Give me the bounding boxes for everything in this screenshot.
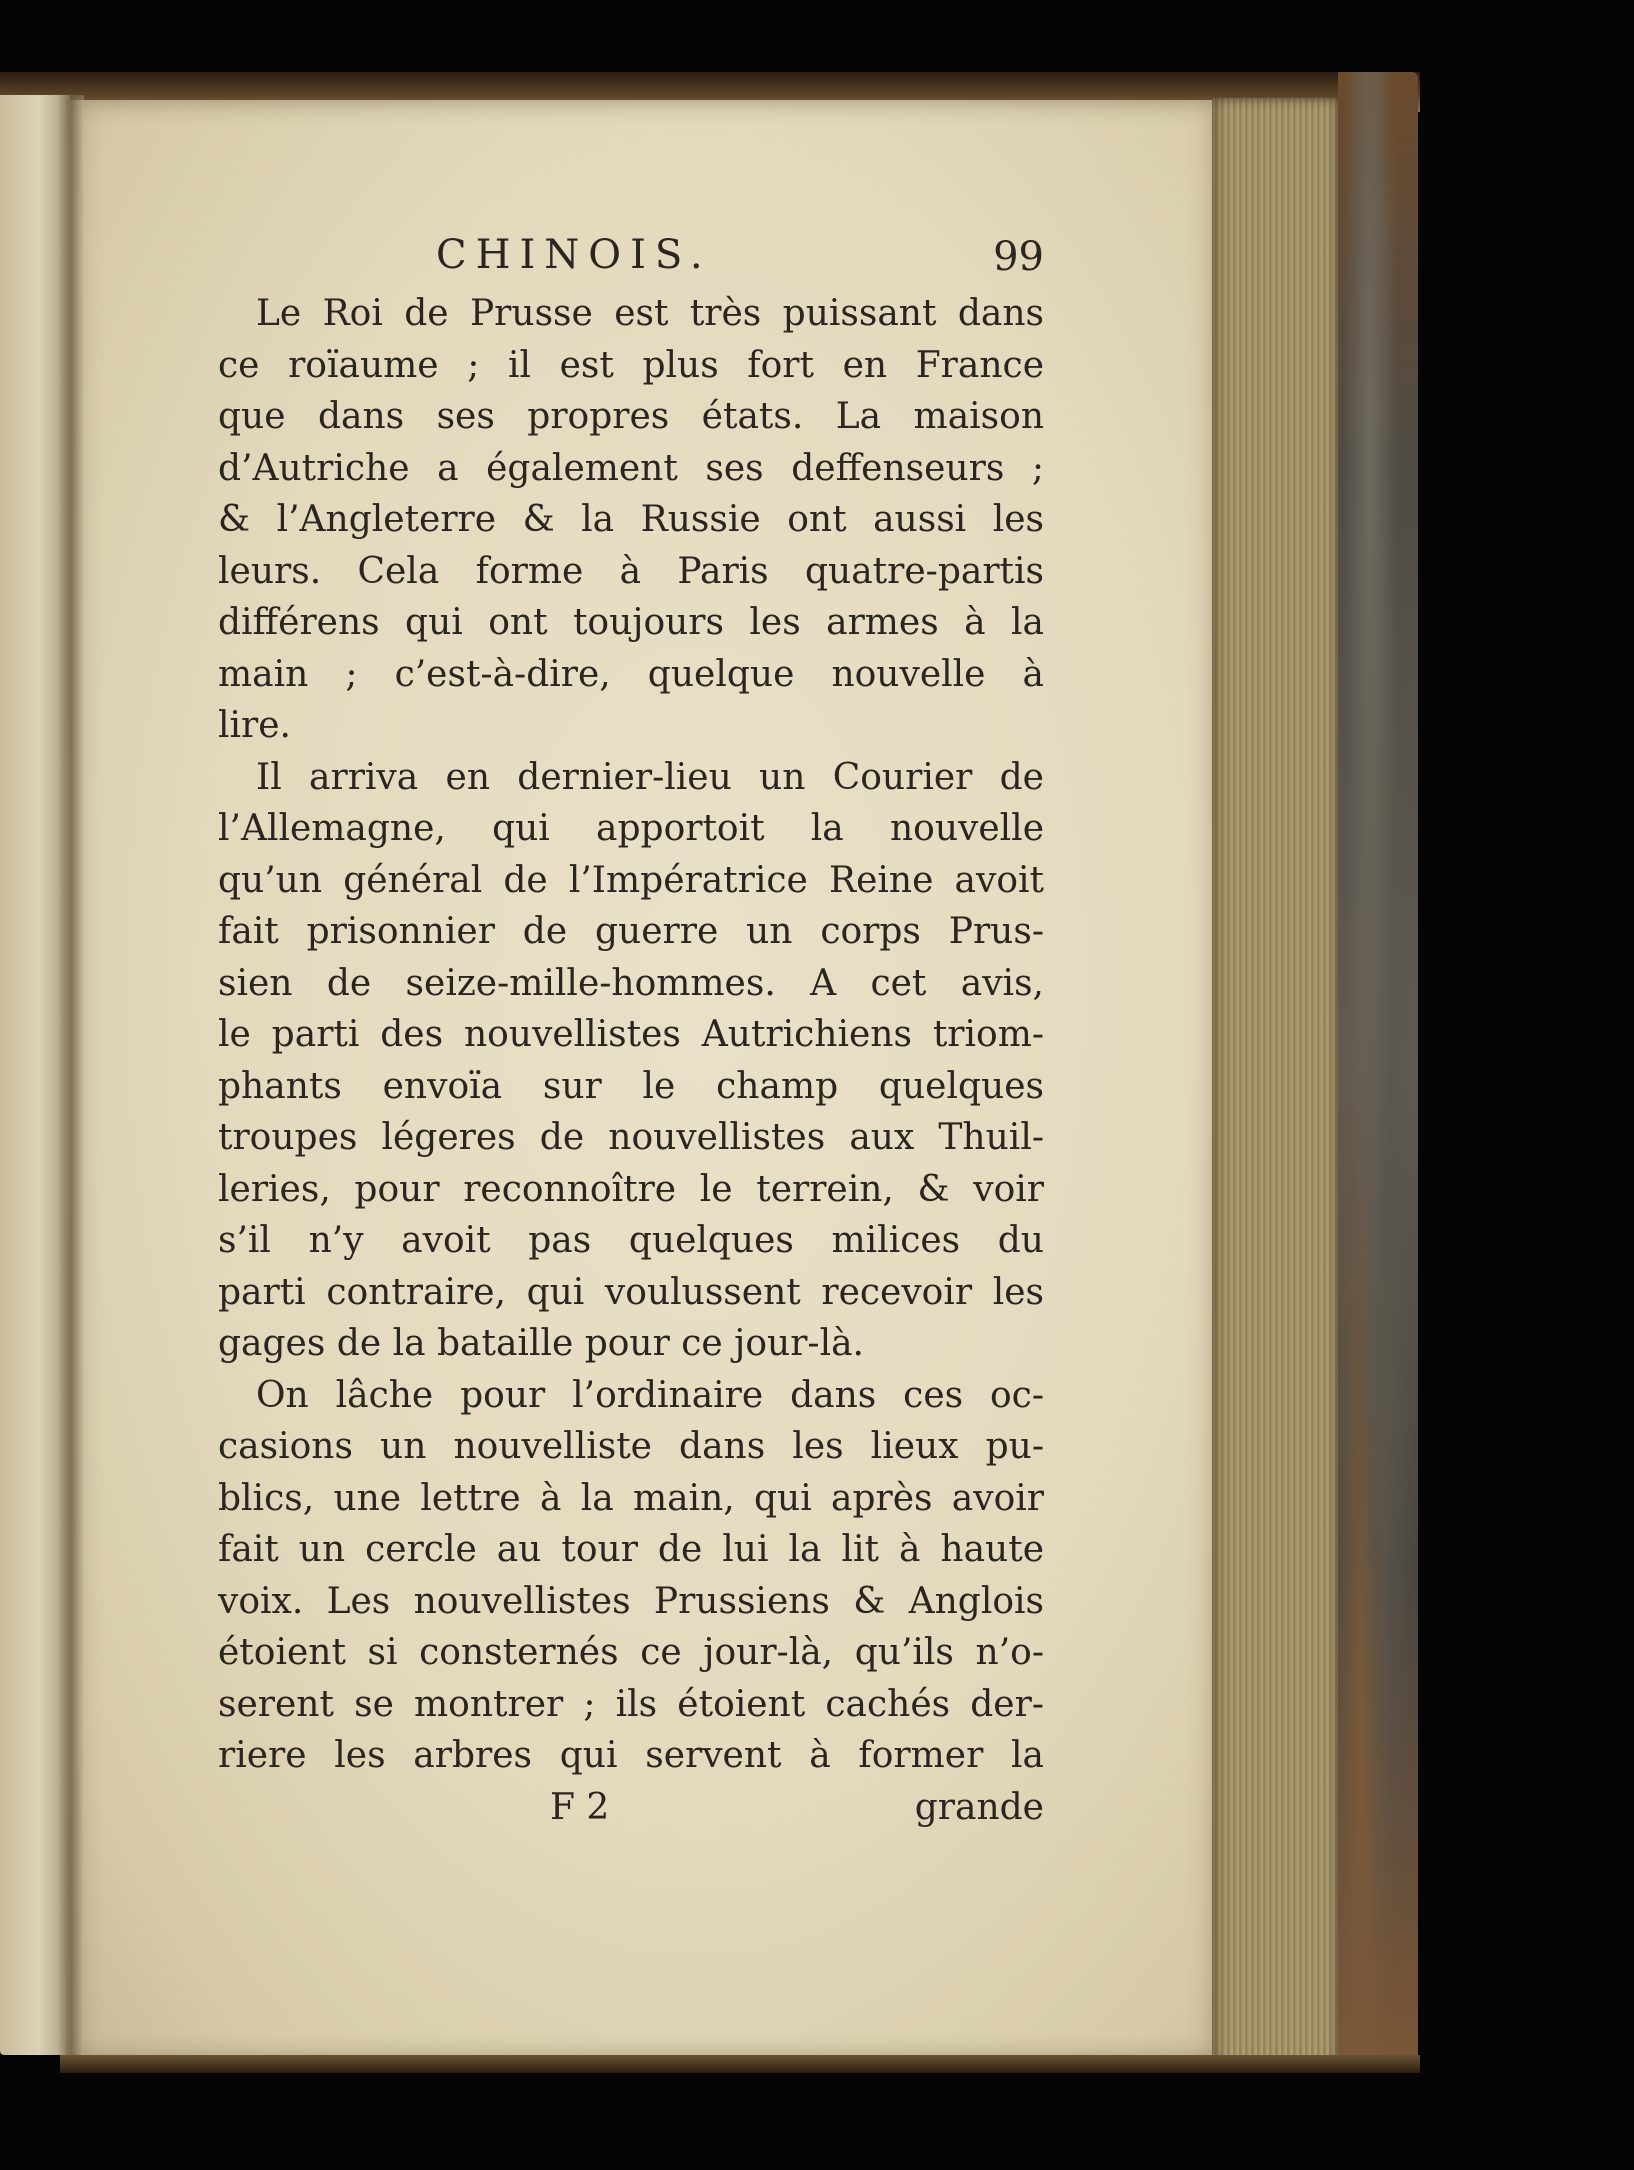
text-line: leurs. Cela forme à Paris quatre-partis bbox=[218, 550, 1044, 592]
text-line: gages de la bataille pour ce jour-là. bbox=[218, 1323, 864, 1364]
text-line: l’Allemagne, qui apportoit la nouvelle bbox=[218, 808, 1044, 849]
page-number: 99 bbox=[993, 234, 1044, 280]
text-line: riere les arbres qui servent à former la bbox=[218, 1735, 1044, 1776]
text-line: blics, une lettre à la main, qui après avoir bbox=[218, 1477, 1044, 1519]
text-line: s’il n’y avoit pas quelques milices du bbox=[218, 1220, 1044, 1261]
text-line: qu’un général de l’Impératrice Reine avoit bbox=[218, 859, 1044, 901]
text-line: parti contraire, qui voulussent recevoir les bbox=[218, 1271, 1044, 1313]
catchword: grande bbox=[914, 1786, 1044, 1828]
text-line: phants envoïa sur le champ quelques bbox=[218, 1065, 1044, 1107]
text-line: le parti des nouvellistes Autrichiens triom- bbox=[218, 1014, 1044, 1055]
text-line: voix. Les nouvellistes Prussiens & Anglois bbox=[218, 1580, 1044, 1622]
text-line: & l’Angleterre & la Russie ont aussi les bbox=[218, 499, 1044, 540]
text-line: On lâche pour l’ordinaire dans ces oc- bbox=[256, 1374, 1044, 1416]
running-head-title: CHINOIS. bbox=[436, 232, 712, 278]
text-block bbox=[218, 222, 1044, 1834]
page-gutter bbox=[58, 95, 84, 2055]
marbled-cover bbox=[1338, 72, 1418, 2066]
text-line: Le Roi de Prusse est très puissant dans bbox=[256, 293, 1044, 334]
text-line: ce roïaume ; il est plus fort en France bbox=[218, 344, 1044, 386]
body-text bbox=[218, 288, 1044, 1782]
text-line: serent se montrer ; ils étoient cachés der- bbox=[218, 1683, 1044, 1725]
running-head bbox=[218, 222, 1044, 288]
signature-mark: F 2 bbox=[550, 1786, 610, 1828]
text-line: étoient si consternés ce jour-là, qu’ils n’o- bbox=[218, 1632, 1044, 1673]
page-footer bbox=[218, 1782, 1044, 1834]
text-line: fait prisonnier de guerre un corps Prus- bbox=[218, 911, 1044, 952]
page-fore-edge bbox=[1212, 98, 1342, 2066]
text-line: main ; c’est-à-dire, quelque nouvelle à bbox=[218, 653, 1044, 695]
text-line: fait un cercle au tour de lui la lit à haute bbox=[218, 1529, 1044, 1570]
cover-bottom-edge bbox=[60, 2055, 1420, 2073]
text-line: lire. bbox=[218, 705, 291, 746]
text-line: d’Autriche a également ses deffenseurs ; bbox=[218, 447, 1044, 489]
text-line: Il arriva en dernier-lieu un Courier de bbox=[256, 756, 1044, 798]
text-line: troupes légeres de nouvellistes aux Thuil- bbox=[218, 1117, 1044, 1158]
text-line: différens qui ont toujours les armes à la bbox=[218, 602, 1044, 643]
text-line: sien de seize-mille-hommes. A cet avis, bbox=[218, 962, 1044, 1004]
text-line: casions un nouvelliste dans les lieux pu- bbox=[218, 1426, 1044, 1467]
text-line: leries, pour reconnoître le terrein, & voir bbox=[218, 1168, 1044, 1210]
text-line: que dans ses propres états. La maison bbox=[218, 396, 1044, 437]
